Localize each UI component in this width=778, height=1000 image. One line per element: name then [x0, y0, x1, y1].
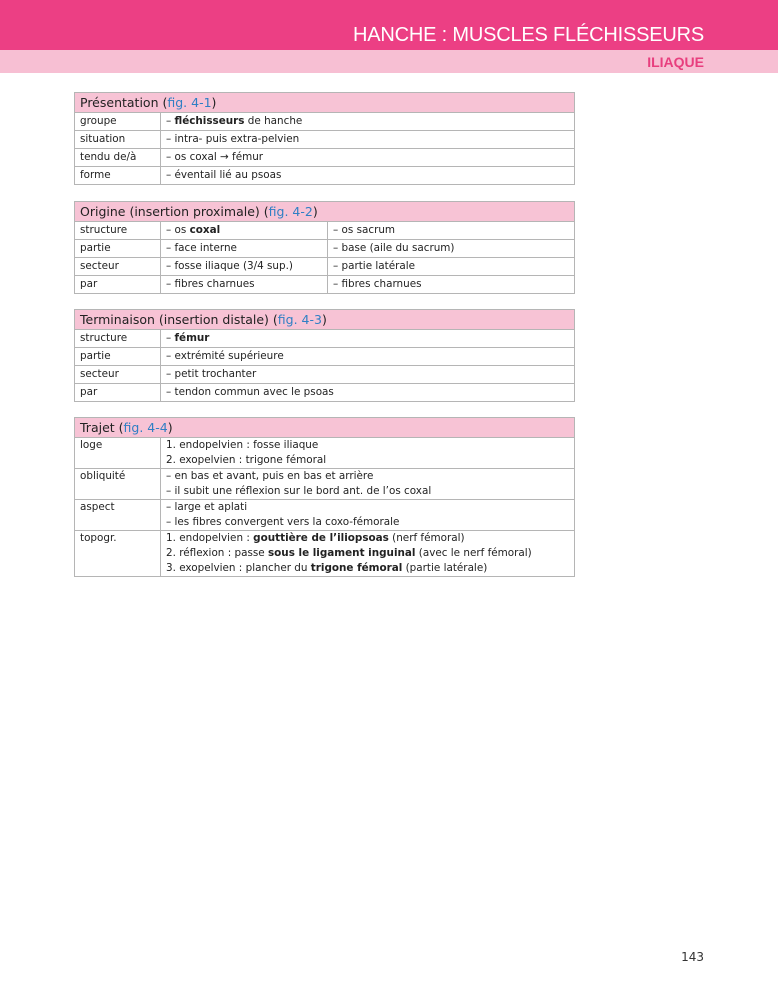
table-row: [75, 348, 575, 366]
row-value: – petit trochanter: [161, 366, 575, 384]
row-value: – intra- puis extra-pelvien: [161, 131, 575, 149]
row-label: secteur: [75, 366, 161, 384]
trajet-header: Trajet (fig. 4-4): [75, 418, 575, 438]
figure-link[interactable]: fig. 4-2: [268, 204, 313, 219]
row-label: obliquité: [75, 469, 161, 500]
row-label: structure: [75, 330, 161, 348]
row-value: 1. endopelvien : fosse iliaque 2. exopelvien : trigone fémoral: [161, 438, 575, 469]
section-subtitle: ILIAQUE: [647, 54, 704, 70]
table-row: [75, 113, 575, 131]
table-row: [75, 131, 575, 149]
row-label: groupe: [75, 113, 161, 131]
row-value: – fléchisseurs de hanche: [161, 113, 575, 131]
figure-link[interactable]: fig. 4-4: [123, 420, 168, 435]
row-value: – large et aplati – les fibres convergent vers la coxo-fémorale: [161, 500, 575, 531]
table-row: [75, 167, 575, 185]
table-row: [75, 258, 575, 276]
row-value: – os coxal: [161, 222, 328, 240]
page-title: HANCHE : MUSCLES FLÉCHISSEURS: [353, 24, 704, 46]
table-row: [75, 531, 575, 577]
row-value: – en bas et avant, puis en bas et arrière – il subit une réflexion sur le bord ant. de l’os coxal: [161, 469, 575, 500]
row-label: secteur: [75, 258, 161, 276]
table-row: [75, 330, 575, 348]
row-label: topogr.: [75, 531, 161, 577]
terminaison-header: Terminaison (insertion distale) (fig. 4-3): [75, 310, 575, 330]
row-value: – fémur: [161, 330, 575, 348]
row-value: – éventail lié au psoas: [161, 167, 575, 185]
table-row: [75, 240, 575, 258]
row-label: loge: [75, 438, 161, 469]
table-row: [75, 366, 575, 384]
row-value-right: – base (aile du sacrum): [328, 240, 575, 258]
table-row: [75, 384, 575, 402]
row-value: – face interne: [161, 240, 328, 258]
row-value-right: – fibres charnues: [328, 276, 575, 294]
origine-header: Origine (insertion proximale) (fig. 4-2): [75, 202, 575, 222]
figure-link[interactable]: fig. 4-3: [277, 312, 322, 327]
row-label: par: [75, 276, 161, 294]
page-number: 143: [681, 950, 704, 964]
table-row: [75, 276, 575, 294]
row-label: structure: [75, 222, 161, 240]
row-value: 1. endopelvien : gouttière de l’iliopsoas (nerf fémoral) 2. réflexion : passe sous le ligament inguinal (avec le nerf fémoral) 3. exopelvien : plancher du trigone fémoral (partie latérale): [161, 531, 575, 577]
row-label: aspect: [75, 500, 161, 531]
row-label: tendu de/à: [75, 149, 161, 167]
row-value: – fosse iliaque (3/4 sup.): [161, 258, 328, 276]
figure-link[interactable]: fig. 4-1: [167, 95, 212, 110]
trajet-table: [74, 417, 575, 577]
row-value: – extrémité supérieure: [161, 348, 575, 366]
row-value: – os coxal → fémur: [161, 149, 575, 167]
presentation-header: Présentation (fig. 4-1): [75, 93, 575, 113]
table-row: [75, 149, 575, 167]
row-label: partie: [75, 348, 161, 366]
row-label: par: [75, 384, 161, 402]
table-row: [75, 500, 575, 531]
origine-table: [74, 201, 575, 294]
row-label: situation: [75, 131, 161, 149]
row-value-right: – partie latérale: [328, 258, 575, 276]
row-value: – tendon commun avec le psoas: [161, 384, 575, 402]
table-row: [75, 438, 575, 469]
table-row: [75, 469, 575, 500]
presentation-table: [74, 92, 575, 185]
row-value: – fibres charnues: [161, 276, 328, 294]
table-row: [75, 222, 575, 240]
row-label: partie: [75, 240, 161, 258]
row-label: forme: [75, 167, 161, 185]
row-value-right: – os sacrum: [328, 222, 575, 240]
terminaison-table: [74, 309, 575, 402]
